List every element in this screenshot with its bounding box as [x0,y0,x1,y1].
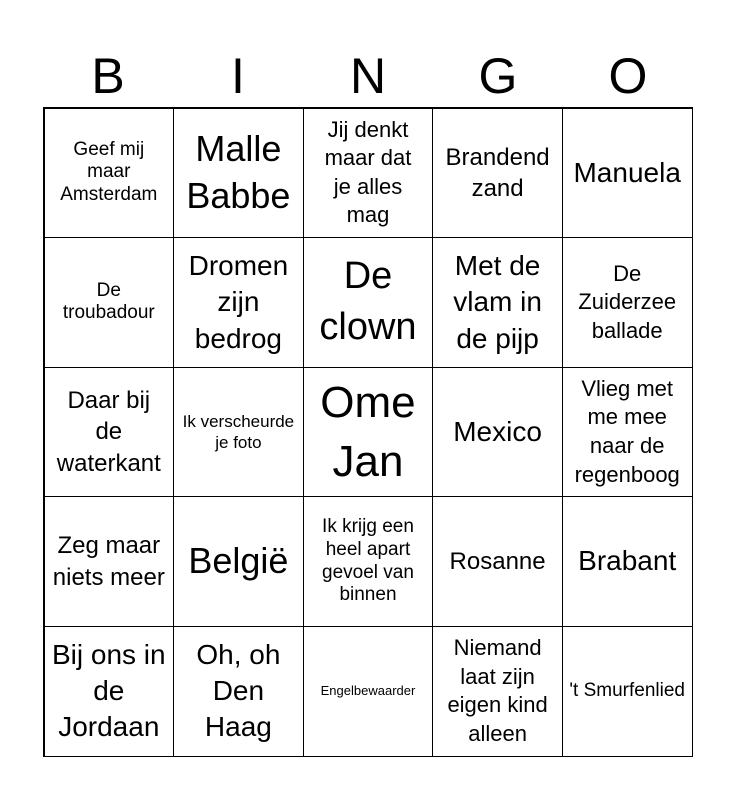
bingo-cell[interactable] [432,237,563,368]
cell-label: 't Smurfenlied [569,679,685,701]
header-letter-n: N [349,48,387,104]
bingo-cell[interactable] [44,367,175,498]
cell-label: Brandend zand [445,143,550,202]
header-letter-g: G [478,48,518,104]
cell-label: De troubadour [62,279,155,324]
bingo-cell[interactable] [432,108,563,239]
bingo-cell[interactable] [432,496,563,627]
bingo-cell[interactable] [173,108,304,239]
cell-label: Ome Jan [320,377,416,486]
bingo-cell[interactable] [173,496,304,627]
cell-label: Vlieg met me mee naar de regenboog [574,375,680,487]
bingo-cell[interactable] [44,626,175,757]
bingo-cell[interactable] [173,237,304,368]
cell-label: Dromen zijn bedrog [188,249,289,354]
bingo-header [43,46,693,106]
cell-label: Malle Babbe [186,128,291,216]
cell-label: De clown [319,255,417,349]
bingo-cell[interactable] [303,626,434,757]
bingo-cell[interactable] [303,496,434,627]
cell-label: De Zuiderzee ballade [578,260,677,343]
cell-label: Manuela [573,156,681,188]
bingo-cell[interactable] [303,367,434,498]
header-letter-b: B [91,48,125,104]
cell-label: Zeg maar niets meer [52,532,165,591]
bingo-cell[interactable] [432,626,563,757]
cell-label: België [188,540,289,582]
cell-label: Ik verscheurde je foto [182,411,295,452]
bingo-cell[interactable] [44,496,175,627]
cell-label: Niemand laat zijn eigen kind alleen [447,635,548,746]
bingo-cell[interactable] [44,237,175,368]
header-letter-i: I [231,48,245,104]
cell-label: Jij denkt maar dat je alles mag [324,116,412,228]
bingo-cell[interactable] [44,108,175,239]
cell-label: Ik krijg een heel apart gevoel van binnen [322,516,414,606]
cell-label: Rosanne [449,548,546,575]
bingo-board [43,107,693,757]
bingo-cell[interactable] [432,367,563,498]
cell-label: Daar bij de waterkant [56,387,161,477]
cell-label: Mexico [453,415,542,447]
cell-label: Met de vlam in de pijp [453,249,542,354]
bingo-cell[interactable] [562,237,693,368]
bingo-cell[interactable] [562,108,693,239]
cell-label: Brabant [578,545,677,577]
bingo-cell[interactable] [562,367,693,498]
bingo-cell[interactable] [303,108,434,239]
cell-label: Bij ons in de Jordaan [51,638,166,743]
cell-label: Oh, oh Den Haag [196,638,281,743]
bingo-cell[interactable] [303,237,434,368]
cell-label: Geef mij maar Amsterdam [60,138,158,206]
bingo-cell[interactable] [562,496,693,627]
bingo-cell[interactable] [173,367,304,498]
header-letter-o: O [608,48,648,104]
bingo-cell[interactable] [173,626,304,757]
bingo-cell[interactable] [562,626,693,757]
cell-label: Engelbewaarder [320,683,416,699]
